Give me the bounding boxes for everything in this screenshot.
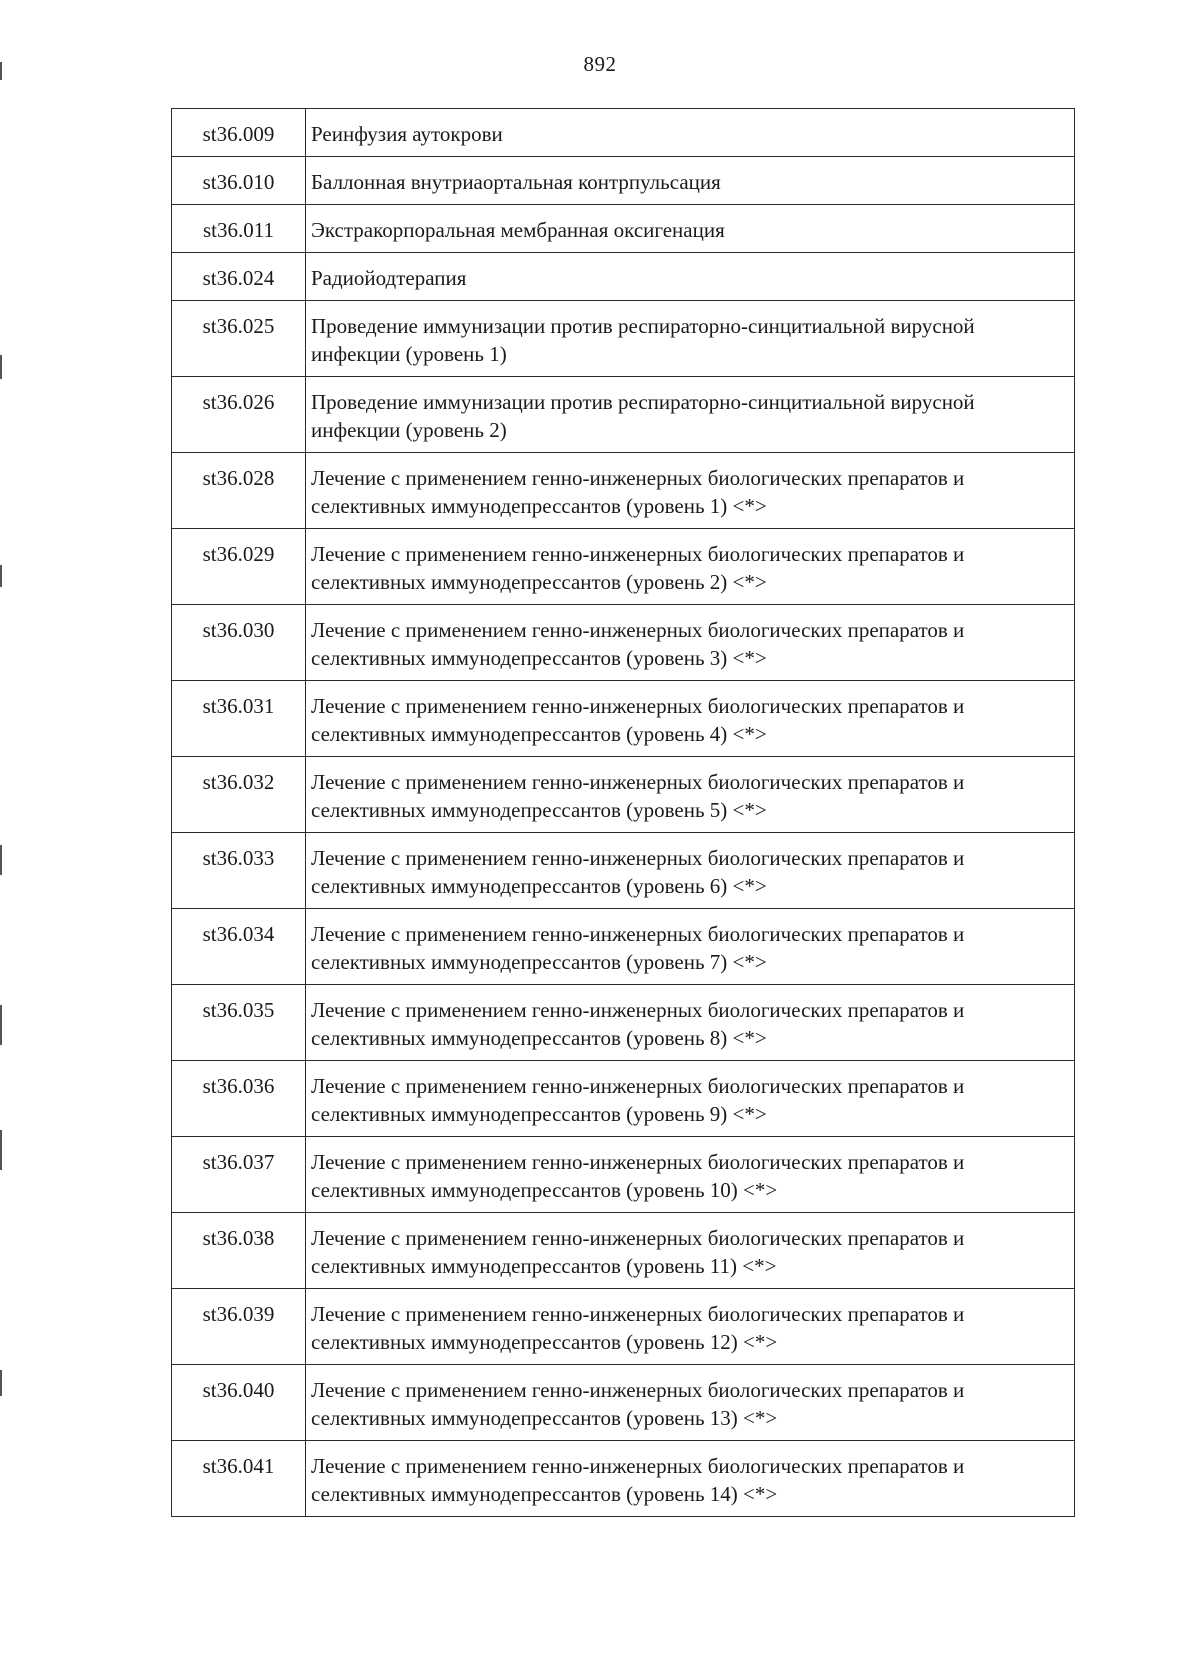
scan-mark <box>0 1005 2 1045</box>
row-description: Лечение с применением генно-инженерных биологических препаратов и селективных иммунодепрессантов (уровень 11) <*> <box>306 1213 1075 1289</box>
table-row <box>172 909 1075 985</box>
table-row <box>172 833 1075 909</box>
row-code: st36.037 <box>172 1137 306 1213</box>
row-description: Проведение иммунизации против респираторно-синцитиальной вирусной инфекции (уровень 2) <box>306 377 1075 453</box>
table-row <box>172 453 1075 529</box>
row-code: st36.030 <box>172 605 306 681</box>
row-code: st36.032 <box>172 757 306 833</box>
table-row <box>172 529 1075 605</box>
row-description: Реинфузия аутокрови <box>306 109 1075 157</box>
table-row <box>172 1137 1075 1213</box>
row-code: st36.039 <box>172 1289 306 1365</box>
table-row <box>172 1289 1075 1365</box>
table-row <box>172 1061 1075 1137</box>
row-description: Лечение с применением генно-инженерных биологических препаратов и селективных иммунодепрессантов (уровень 4) <*> <box>306 681 1075 757</box>
row-code: st36.009 <box>172 109 306 157</box>
row-description: Лечение с применением генно-инженерных биологических препаратов и селективных иммунодепрессантов (уровень 14) <*> <box>306 1441 1075 1517</box>
table-row <box>172 1365 1075 1441</box>
row-description: Лечение с применением генно-инженерных биологических препаратов и селективных иммунодепрессантов (уровень 12) <*> <box>306 1289 1075 1365</box>
row-code: st36.038 <box>172 1213 306 1289</box>
table-row <box>172 1441 1075 1517</box>
table-row <box>172 605 1075 681</box>
row-description: Лечение с применением генно-инженерных биологических препаратов и селективных иммунодепрессантов (уровень 6) <*> <box>306 833 1075 909</box>
scan-mark <box>0 62 2 80</box>
row-code: st36.031 <box>172 681 306 757</box>
row-code: st36.024 <box>172 253 306 301</box>
scan-mark <box>0 565 2 587</box>
row-description: Проведение иммунизации против респираторно-синцитиальной вирусной инфекции (уровень 1) <box>306 301 1075 377</box>
table-row <box>172 681 1075 757</box>
row-code: st36.034 <box>172 909 306 985</box>
row-description: Радиойодтерапия <box>306 253 1075 301</box>
row-code: st36.041 <box>172 1441 306 1517</box>
table-row <box>172 985 1075 1061</box>
row-code: st36.036 <box>172 1061 306 1137</box>
table-row <box>172 109 1075 157</box>
row-code: st36.029 <box>172 529 306 605</box>
scan-mark <box>0 1370 2 1396</box>
row-description: Лечение с применением генно-инженерных биологических препаратов и селективных иммунодепрессантов (уровень 5) <*> <box>306 757 1075 833</box>
row-code: st36.010 <box>172 157 306 205</box>
row-description: Лечение с применением генно-инженерных биологических препаратов и селективных иммунодепрессантов (уровень 2) <*> <box>306 529 1075 605</box>
table-row <box>172 157 1075 205</box>
table-row <box>172 757 1075 833</box>
scan-mark <box>0 355 2 379</box>
row-description: Лечение с применением генно-инженерных биологических препаратов и селективных иммунодепрессантов (уровень 7) <*> <box>306 909 1075 985</box>
row-code: st36.028 <box>172 453 306 529</box>
row-description: Лечение с применением генно-инженерных биологических препаратов и селективных иммунодепрессантов (уровень 1) <*> <box>306 453 1075 529</box>
table-row <box>172 377 1075 453</box>
row-description: Лечение с применением генно-инженерных биологических препаратов и селективных иммунодепрессантов (уровень 13) <*> <box>306 1365 1075 1441</box>
scan-mark <box>0 1130 2 1170</box>
service-table <box>171 108 1075 1517</box>
table-row <box>172 301 1075 377</box>
row-code: st36.035 <box>172 985 306 1061</box>
row-code: st36.040 <box>172 1365 306 1441</box>
table-row <box>172 205 1075 253</box>
row-code: st36.033 <box>172 833 306 909</box>
row-code: st36.011 <box>172 205 306 253</box>
page-number: 892 <box>583 52 617 76</box>
scan-mark <box>0 845 2 875</box>
table-row <box>172 253 1075 301</box>
row-description: Баллонная внутриаортальная контрпульсация <box>306 157 1075 205</box>
row-description: Лечение с применением генно-инженерных биологических препаратов и селективных иммунодепрессантов (уровень 3) <*> <box>306 605 1075 681</box>
row-code: st36.026 <box>172 377 306 453</box>
row-description: Лечение с применением генно-инженерных биологических препаратов и селективных иммунодепрессантов (уровень 10) <*> <box>306 1137 1075 1213</box>
row-description: Экстракорпоральная мембранная оксигенация <box>306 205 1075 253</box>
row-description: Лечение с применением генно-инженерных биологических препаратов и селективных иммунодепрессантов (уровень 8) <*> <box>306 985 1075 1061</box>
row-description: Лечение с применением генно-инженерных биологических препаратов и селективных иммунодепрессантов (уровень 9) <*> <box>306 1061 1075 1137</box>
table-row <box>172 1213 1075 1289</box>
row-code: st36.025 <box>172 301 306 377</box>
